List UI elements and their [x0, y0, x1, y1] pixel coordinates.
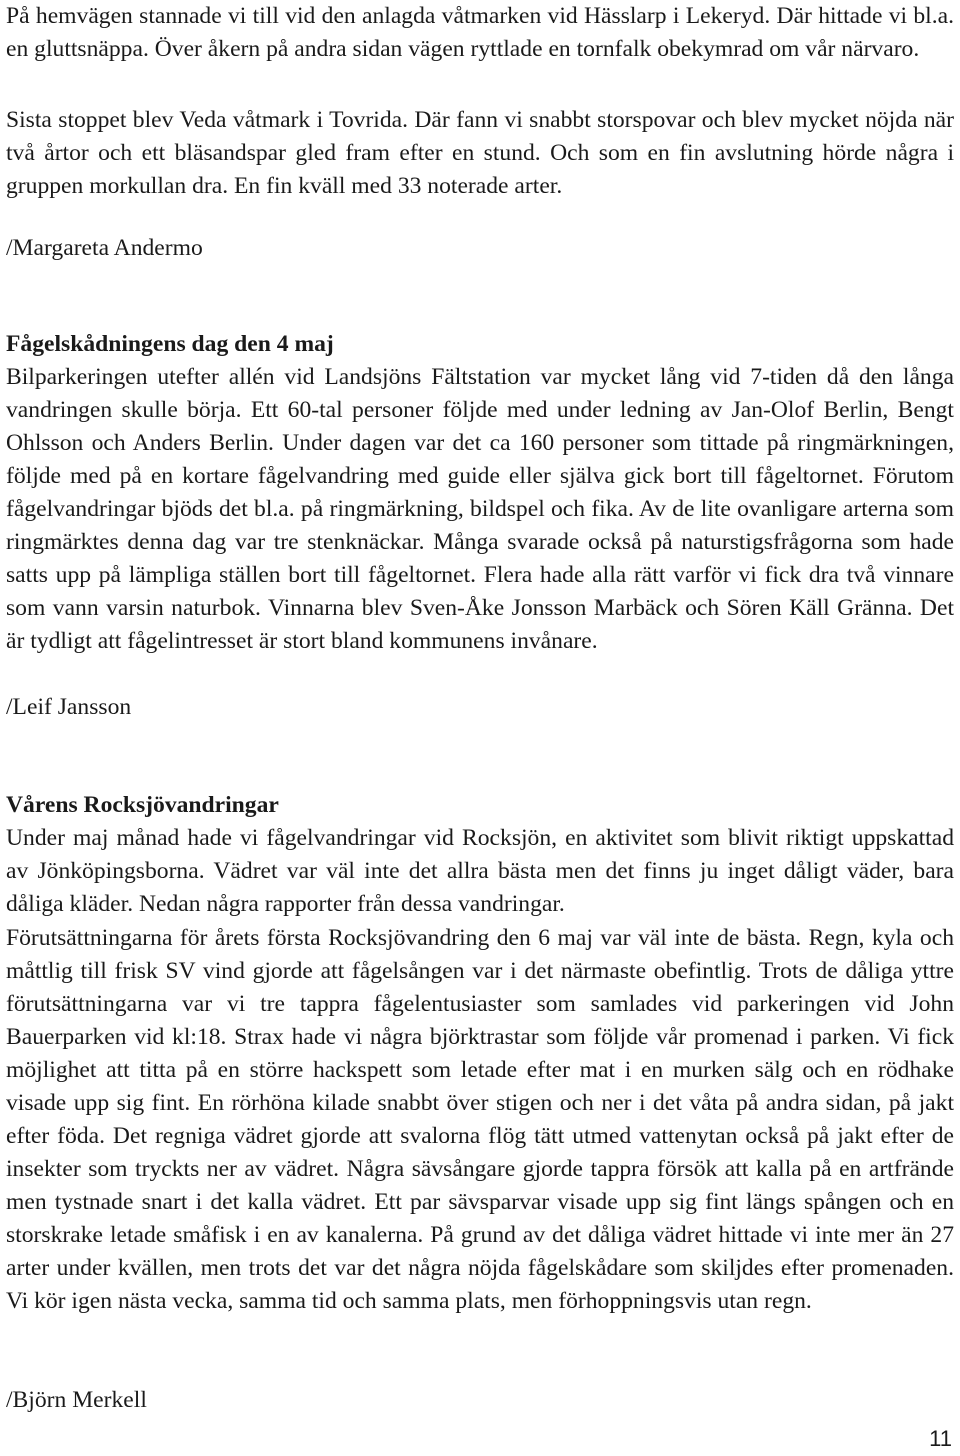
rocksjo-paragraph-2: Förutsättningarna för årets första Rocksjövandring den 6 maj var väl inte de bästa. Regn, kyla och måttlig till frisk SV vind gjorde att fågelsången var i det närmaste obefintlig. Trots de dåliga yttre förutsättningarna var vi tre tappra fågelentusiaster som samlades vid parkeringen vid John Bauerparken vid kl:18. Strax hade vi några björktrastar som följde vår promenad i parken. Vi fick möjlighet att titta på en större hackspett som letade efter mat i en murken sälg och en rödhake visade upp sig fint. En rörhöna kilade snabbt över stigen och ner i det våta på andra sidan, på jakt efter föda. Det regniga vädret gjorde att svalorna flög tätt utmed vattenytan också på jakt efter de insekter som tryckts ner av vädret. Några sävsångare gjorde tappra försök att kalla på en artfrände men tystnade snart i det kalla vädret. Ett par sävsparvar visade upp sig fint längs spången och en storskrake letade småfisk i en av kanalerna. På grund av det dåliga vädret hittade vi inte mer än 27 arter under kvällen, men trots det var det några nöjda fågelskådare som skiljdes efter promenaden. Vi kör igen nästa vecka, samma tid och samma plats, men förhoppningsvis utan regn.	[6, 925, 954, 1314]
veda-paragraph: Sista stoppet blev Veda våtmark i Tovrida. Där fann vi snabbt storspovar och blev mycket nöjda när två årtor och ett bläsandspar gled fram efter en stund. Och som en fin avslutning hörde några i gruppen morkullan dra. En fin kväll med 33 noterade arter.	[6, 107, 954, 199]
intro-paragraph: På hemvägen stannade vi till vid den anlagda våtmarken vid Hässlarp i Lekeryd. Där hittade vi bl.a. en gluttsnäppa. Över åkern på andra sidan vägen ryttlade en tornfalk obekymrad om vår närvaro.	[6, 3, 954, 62]
signature-bjorn: /Björn Merkell	[6, 1387, 147, 1413]
section-heading-rocksjo: Vårens Rocksjövandringar	[6, 792, 279, 818]
section-heading-fageldag: Fågelskådningens dag den 4 maj	[6, 331, 334, 357]
signature-margareta: /Margareta Andermo	[6, 235, 203, 261]
fageldag-paragraph: Bilparkeringen utefter allén vid Landsjöns Fältstation var mycket lång vid 7-tiden då den långa vandringen skulle börja. Ett 60-tal personer följde med under ledning av Jan-Olof Berlin, Bengt Ohlsson och Anders Berlin. Under dagen var det ca 160 personer som tittade på ringmärkningen, följde med på en kortare fågelvandring med guide eller själva gick bort till fågeltornet. Förutom fågelvandringar bjöds det bl.a. på ringmärkning, bildspel och fika. Av de lite ovanligare arterna som ringmärktes denna dag var tre stenknäckar. Många svarade också på naturstigsfrågorna som hade satts upp på lämpliga ställen bort till fågeltornet. Flera hade alla rätt varför vi fick dra två vinnare som vann varsin naturbok. Vinnarna blev Sven-Åke Jonsson Marbäck och Sören Käll Gränna. Det är tydligt att fågelintresset är stort bland kommunens invånare.	[6, 364, 954, 654]
signature-leif: /Leif Jansson	[6, 694, 132, 720]
page-number: 11	[929, 1426, 952, 1451]
rocksjo-paragraph-1: Under maj månad hade vi fågelvandringar vid Rocksjön, en aktivitet som blivit riktigt uppskattad av Jönköpingsborna. Vädret var väl inte det allra bästa men det finns ju inget dåligt väder, bara dåliga kläder. Nedan några rapporter från dessa vandringar.	[6, 825, 954, 917]
